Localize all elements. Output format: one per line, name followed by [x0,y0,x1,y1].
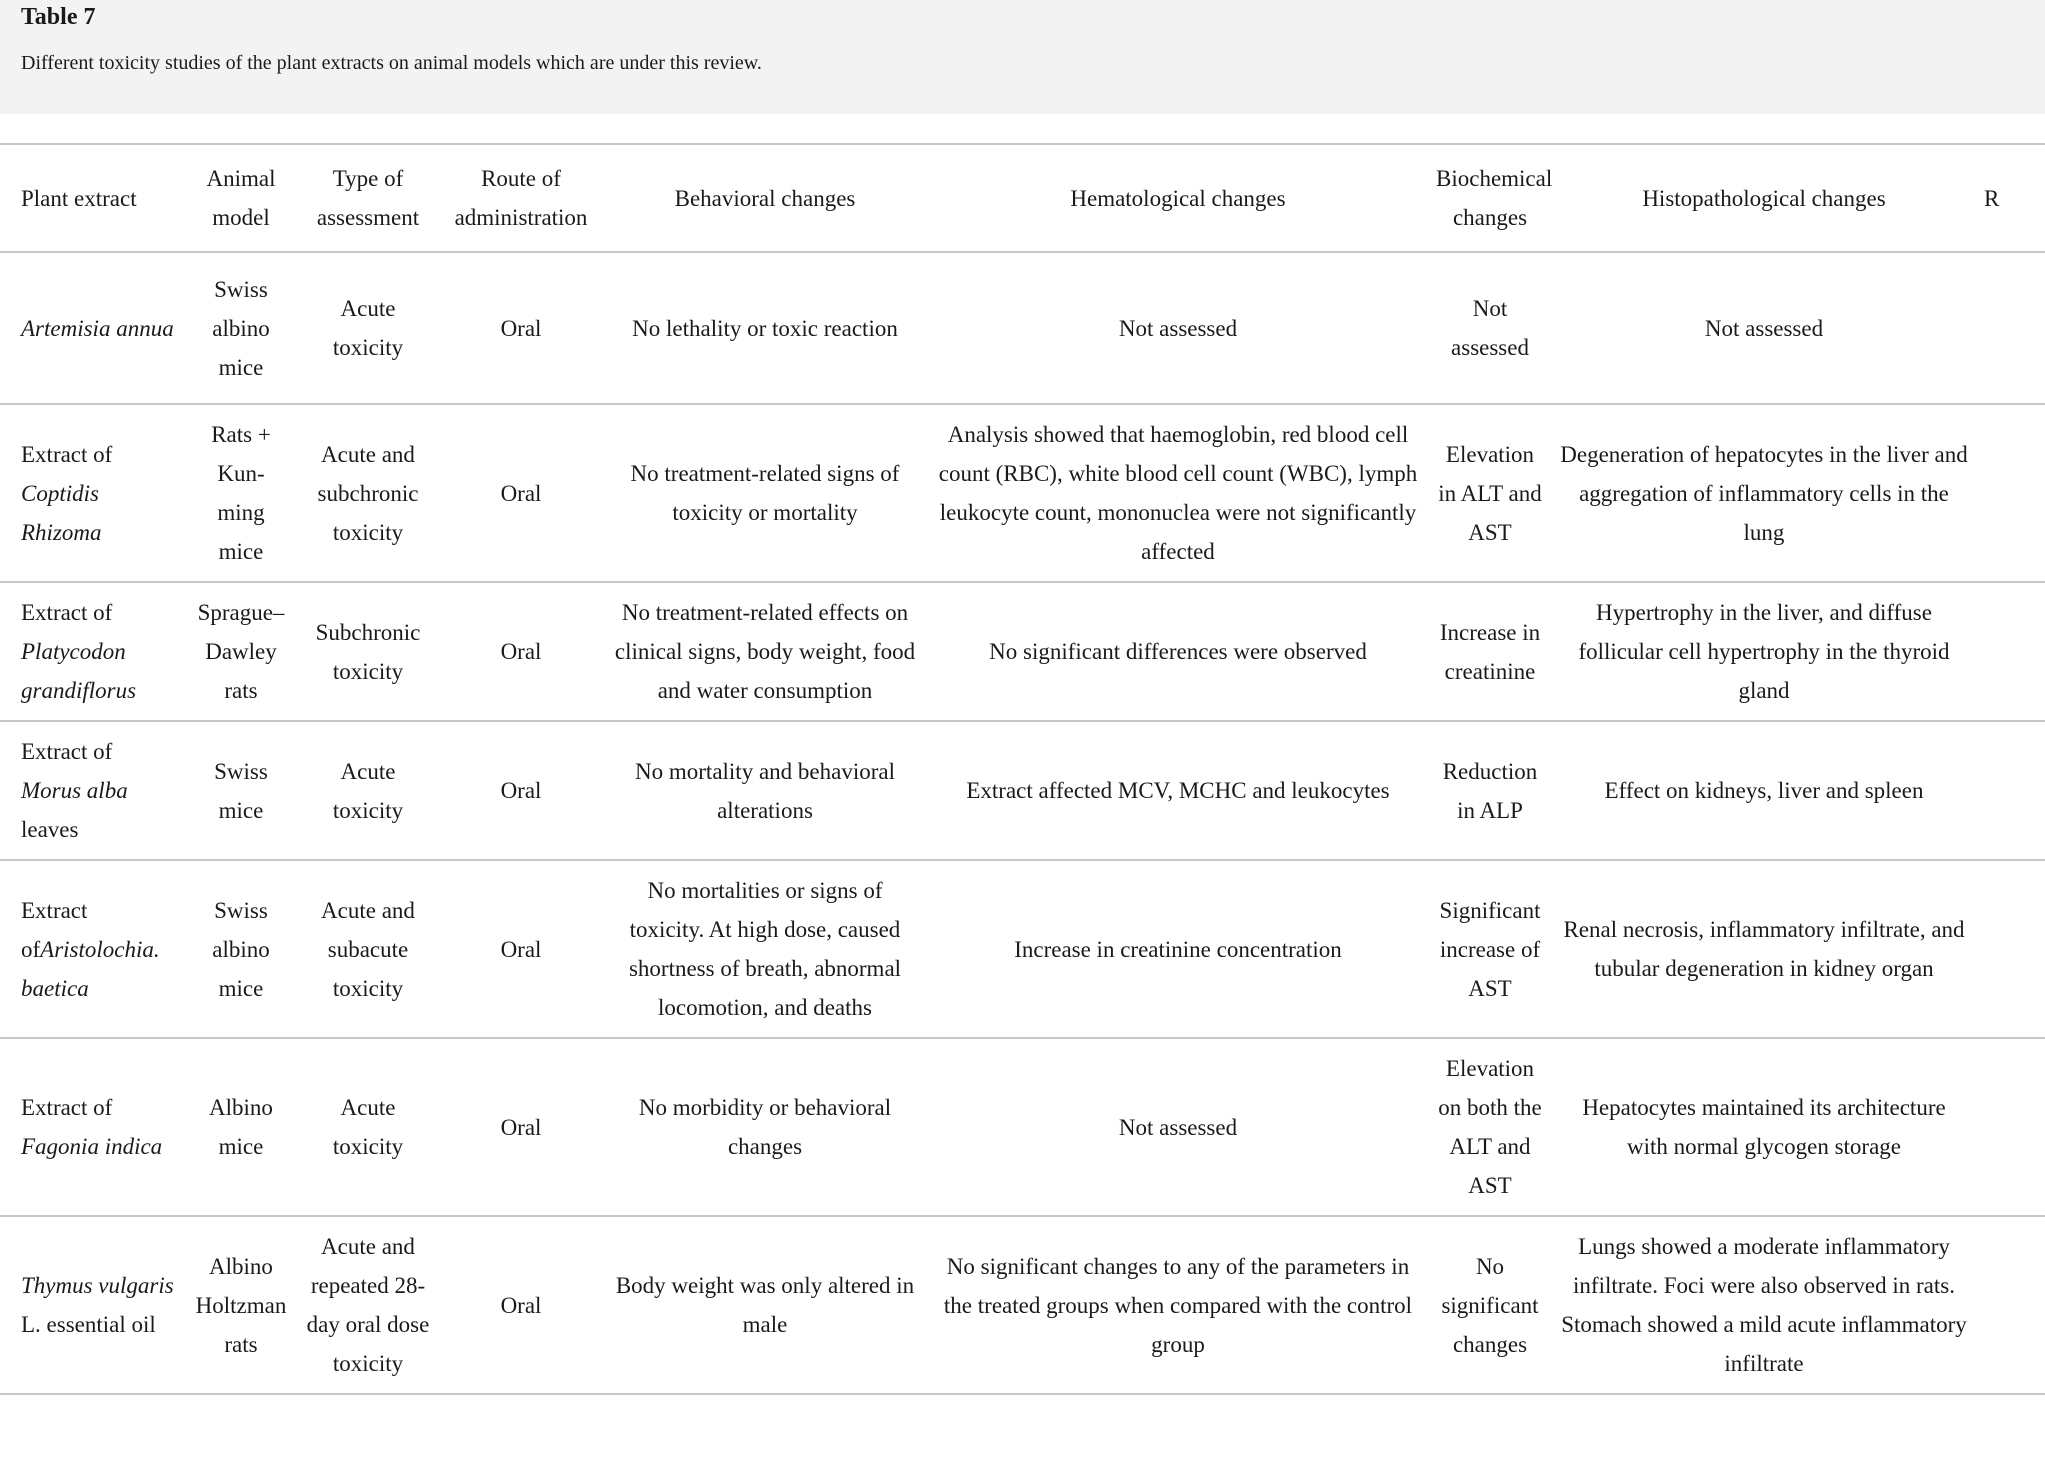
truncated-cell [1976,252,2045,404]
plant-extract-cell [0,404,186,582]
animal-cell: Swiss albino mice [186,252,296,404]
plant-name: Platycodon grandiflorus [21,639,137,703]
route-cell: Oral [440,721,602,860]
plant-extract-cell [0,1038,186,1216]
histopathological-cell: Lungs showed a moderate inflammatory infiltrate. Foci were also observed in rats. Stomach showed a mild acute inflammatory infiltrate [1552,1216,1976,1394]
column-header: Type of assessment [296,144,440,252]
biochemical-cell: No significant changes [1428,1216,1552,1394]
plant-prefix: Extract of [21,600,113,625]
table-row [0,1038,2045,1216]
truncated-cell [1976,1216,2045,1394]
column-header: Route of administration [440,144,602,252]
plant-extract-cell [0,1216,186,1394]
column-header: Behavioral changes [602,144,928,252]
histopathological-cell: Renal necrosis, inflammatory infiltrate, and tubular degeneration in kidney organ [1552,860,1976,1038]
histopathological-cell: Degeneration of hepatocytes in the liver and aggregation of inflammatory cells in the lung [1552,404,1976,582]
route-cell: Oral [440,1216,602,1394]
column-header: Plant extract [0,144,186,252]
assessment-cell: Acute and subchronic toxicity [296,404,440,582]
biochemical-cell: Elevation on both the ALT and AST [1428,1038,1552,1216]
table-row [0,252,2045,404]
table-row [0,582,2045,721]
plant-prefix: Extract of [21,441,113,467]
plant-extract-cell [0,582,186,721]
table-body [0,252,2045,1394]
biochemical-cell: Not assessed [1428,252,1552,404]
truncated-cell [1976,582,2045,721]
biochemical-cell: Reduction in ALP [1428,721,1552,860]
toxicity-table [0,143,2045,1395]
histopathological-cell: Effect on kidneys, liver and spleen [1552,721,1976,860]
plant-prefix: Extract of [21,897,88,962]
table-container [0,143,2045,1395]
hematological-cell: Increase in creatinine concentration [928,860,1428,1038]
histopathological-cell: Not assessed [1552,252,1976,404]
histopathological-cell: Hepatocytes maintained its architecture with normal glycogen storage [1552,1038,1976,1216]
column-header: Biochemical changes [1428,144,1552,252]
behavioral-cell: No morbidity or behavioral changes [602,1038,928,1216]
behavioral-cell: Body weight was only altered in male [602,1216,928,1394]
table-caption: Different toxicity studies of the plant extracts on animal models which are under this review. [21,52,762,74]
table-label: Table 7 [21,4,96,30]
behavioral-cell: No mortality and behavioral alterations [602,721,928,860]
table-caption-box [0,0,2045,114]
behavioral-cell: No treatment-related signs of toxicity or mortality [602,404,928,582]
truncated-cell [1976,404,2045,582]
table-row [0,860,2045,1038]
truncated-cell [1976,1038,2045,1216]
plant-suffix: leaves [21,817,79,842]
hematological-cell: Extract affected MCV, MCHC and leukocytes [928,721,1428,860]
table-row [0,721,2045,860]
hematological-cell: No significant differences were observed [928,582,1428,721]
hematological-cell: No significant changes to any of the parameters in the treated groups when compared with the control group [928,1216,1428,1394]
assessment-cell: Acute and repeated 28-day oral dose toxicity [296,1216,440,1394]
hematological-cell: Not assessed [928,1038,1428,1216]
route-cell: Oral [440,404,602,582]
plant-name: Morus alba [21,778,128,803]
histopathological-cell: Hypertrophy in the liver, and diffuse follicular cell hypertrophy in the thyroid gland [1552,582,1976,721]
plant-name: Thymus vulgaris [21,1273,174,1298]
hematological-cell: Not assessed [928,252,1428,404]
plant-prefix: Extract of [21,1095,113,1120]
animal-cell: Albino Holtzman rats [186,1216,296,1394]
assessment-cell: Acute toxicity [296,1038,440,1216]
column-header: Hematological changes [928,144,1428,252]
behavioral-cell: No lethality or toxic reaction [602,252,928,404]
route-cell: Oral [440,582,602,721]
biochemical-cell: Significant increase of AST [1428,860,1552,1038]
truncated-cell [1976,860,2045,1038]
plant-extract-cell [0,860,186,1038]
table-row [0,404,2045,582]
animal-cell: Swiss mice [186,721,296,860]
plant-name: Fagonia indica [21,1134,163,1159]
hematological-cell: Analysis showed that haemoglobin, red blood cell count (RBC), white blood cell count (WBC), lymph leukocyte count, mononuclea were not significantly affected [928,404,1428,582]
assessment-cell: Subchronic toxicity [296,582,440,721]
behavioral-cell: No mortalities or signs of toxicity. At high dose, caused shortness of breath, abnormal locomotion, and deaths [602,860,928,1038]
column-header: R [1976,144,2045,252]
biochemical-cell: Elevation in ALT and AST [1428,404,1552,582]
animal-cell: Albino mice [186,1038,296,1216]
assessment-cell: Acute toxicity [296,252,440,404]
plant-extract-cell [0,721,186,860]
column-header: Histopathological changes [1552,144,1976,252]
plant-prefix: Extract of [21,739,113,764]
column-header: Animal model [186,144,296,252]
truncated-cell [1976,721,2045,860]
plant-name: Coptidis Rhizoma [21,480,102,545]
plant-extract-cell [0,252,186,404]
animal-cell: Sprague–Dawley rats [186,582,296,721]
table-row [0,1216,2045,1394]
route-cell: Oral [440,1038,602,1216]
table-header-row [0,144,2045,252]
animal-cell: Rats + Kun-ming mice [186,404,296,582]
route-cell: Oral [440,252,602,404]
plant-suffix: L. essential oil [21,1312,156,1337]
assessment-cell: Acute toxicity [296,721,440,860]
plant-name: Aristolochia. baetica [21,936,160,1001]
plant-name: Artemisia annua [21,315,174,341]
behavioral-cell: No treatment-related effects on clinical signs, body weight, food and water consumption [602,582,928,721]
biochemical-cell: Increase in creatinine [1428,582,1552,721]
assessment-cell: Acute and subacute toxicity [296,860,440,1038]
animal-cell: Swiss albino mice [186,860,296,1038]
route-cell: Oral [440,860,602,1038]
